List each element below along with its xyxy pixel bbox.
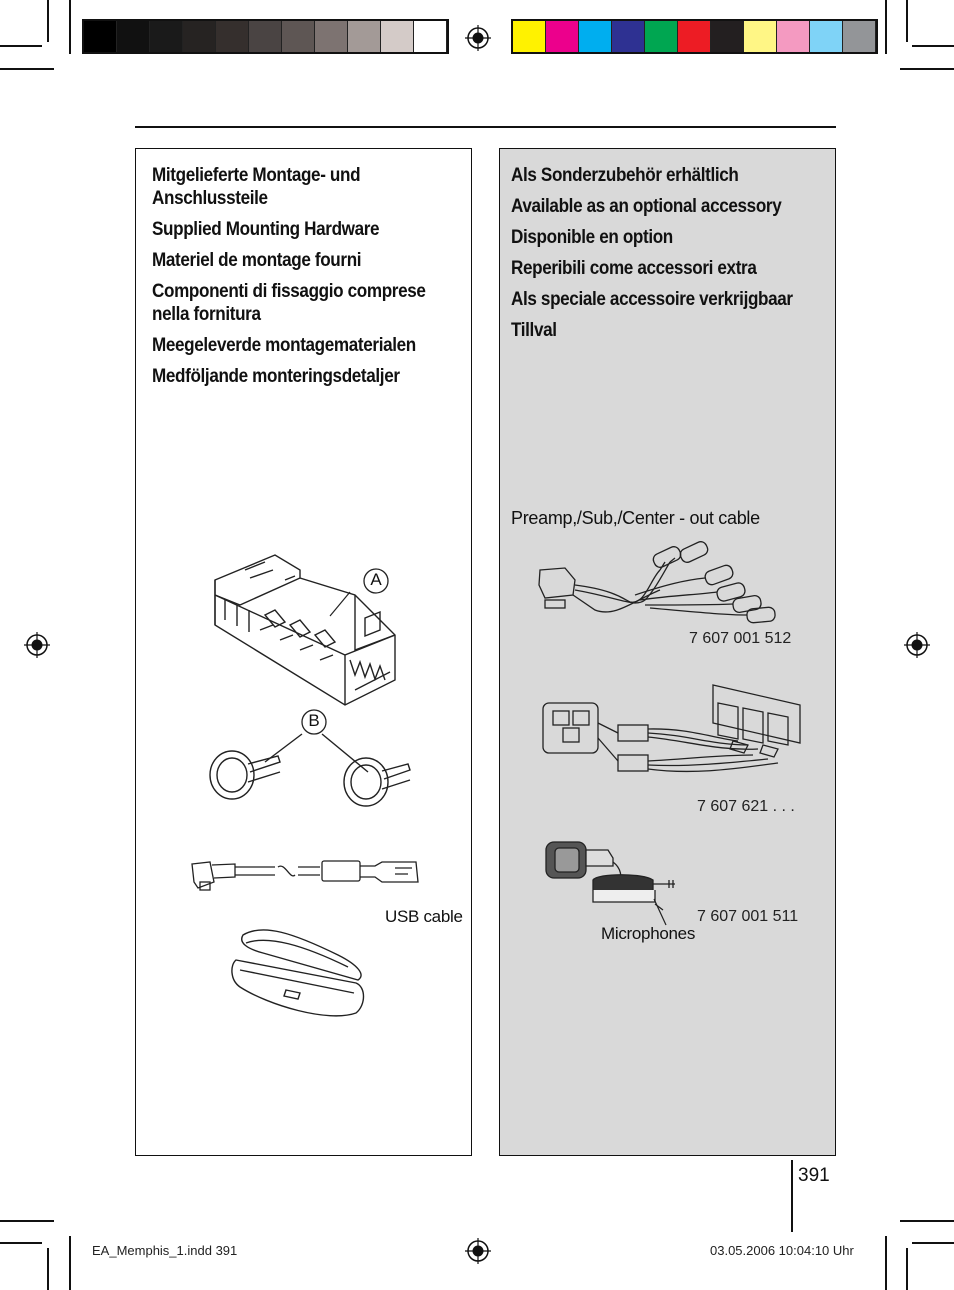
crop-mark: [0, 1220, 54, 1222]
top-rule: [135, 126, 836, 128]
color-swatch: [678, 21, 711, 52]
footer-file-name: EA_Memphis_1.indd 391: [92, 1243, 238, 1258]
microphones-caption: Microphones: [601, 924, 696, 943]
page-number-divider: [791, 1160, 793, 1232]
crop-mark: [47, 1248, 49, 1290]
color-swatch: [777, 21, 810, 52]
heading-fr: Materiel de montage fourni: [152, 250, 362, 271]
color-swatch: [843, 21, 876, 52]
storage-case-illustration: [228, 925, 368, 1023]
callout-a-leader-line: [330, 592, 360, 622]
gray-swatch: [381, 21, 414, 52]
usb-cable-caption: USB cable: [385, 907, 463, 926]
accessory-heading-it: Reperibili come accessori extra: [511, 258, 757, 279]
heading-de: Mitgelieferte Montage- und Anschlussteile: [152, 165, 361, 209]
gray-swatch: [414, 21, 447, 52]
color-swatch: [711, 21, 744, 52]
grayscale-color-bar: [82, 19, 449, 54]
preamp-cable-illustration: [535, 540, 785, 625]
accessory-heading-fr: Disponible en option: [511, 227, 673, 248]
gray-swatch: [117, 21, 150, 52]
gray-swatch: [315, 21, 348, 52]
gray-swatch: [150, 21, 183, 52]
registration-mark-icon: [465, 25, 491, 51]
crop-mark: [47, 0, 49, 42]
heading-nl: Meegeleverde montagematerialen: [152, 335, 416, 356]
color-swatch: [579, 21, 612, 52]
gray-swatch: [84, 21, 117, 52]
accessory-heading-de: Als Sonderzubehör erhältlich: [511, 165, 739, 186]
footer-timestamp: 03.05.2006 10:04:10 Uhr: [710, 1243, 854, 1258]
color-swatch: [810, 21, 843, 52]
registration-mark-icon: [465, 1238, 491, 1264]
crop-mark: [885, 0, 887, 54]
optional-accessories-headings: [511, 164, 808, 350]
heading-sv: Medföljande monteringsdetaljer: [152, 366, 400, 387]
preamp-cable-part-number: 7 607 001 512: [689, 630, 792, 647]
crop-mark: [0, 45, 42, 47]
page-number: 391: [798, 1165, 830, 1186]
accessory-heading-nl: Als speciale accessoire verkrijgbaar: [511, 289, 793, 310]
crop-mark: [912, 45, 954, 47]
supplied-hardware-headings: [152, 164, 449, 396]
gray-swatch: [348, 21, 381, 52]
color-swatch: [546, 21, 579, 52]
crop-mark: [69, 0, 71, 54]
crop-mark: [69, 1236, 71, 1290]
heading-en: Supplied Mounting Hardware: [152, 219, 380, 240]
callout-a-label: A: [370, 570, 382, 589]
color-swatch: [645, 21, 678, 52]
callout-b-label: B: [308, 711, 320, 730]
gray-swatch: [183, 21, 216, 52]
adapter-cable-illustration: [538, 683, 803, 793]
crop-mark: [906, 0, 908, 42]
microphones-part-number: 7 607 001 511: [697, 908, 799, 925]
process-color-bar: [511, 19, 878, 54]
adapter-cable-part-number: 7 607 621 . . .: [697, 798, 795, 815]
registration-mark-icon: [904, 632, 930, 658]
release-keys-illustration: [200, 730, 420, 820]
crop-mark: [885, 1236, 887, 1290]
usb-cable-illustration: [190, 850, 430, 895]
registration-mark-icon: [24, 632, 50, 658]
gray-swatch: [216, 21, 249, 52]
color-swatch: [513, 21, 546, 52]
color-swatch: [744, 21, 777, 52]
crop-mark: [900, 68, 954, 70]
crop-mark: [906, 1248, 908, 1290]
preamp-cable-caption: Preamp,/Sub,/Center - out cable: [511, 508, 760, 528]
color-swatch: [612, 21, 645, 52]
accessory-heading-sv: Tillval: [511, 320, 557, 341]
accessory-heading-en: Available as an optional accessory: [511, 196, 782, 217]
microphone-leader-line: [652, 897, 672, 927]
heading-it: Componenti di fissaggio comprese nella fornitura: [152, 281, 426, 325]
gray-swatch: [249, 21, 282, 52]
crop-mark: [912, 1242, 954, 1244]
crop-mark: [900, 1220, 954, 1222]
crop-mark: [0, 1242, 42, 1244]
crop-mark: [0, 68, 54, 70]
gray-swatch: [282, 21, 315, 52]
